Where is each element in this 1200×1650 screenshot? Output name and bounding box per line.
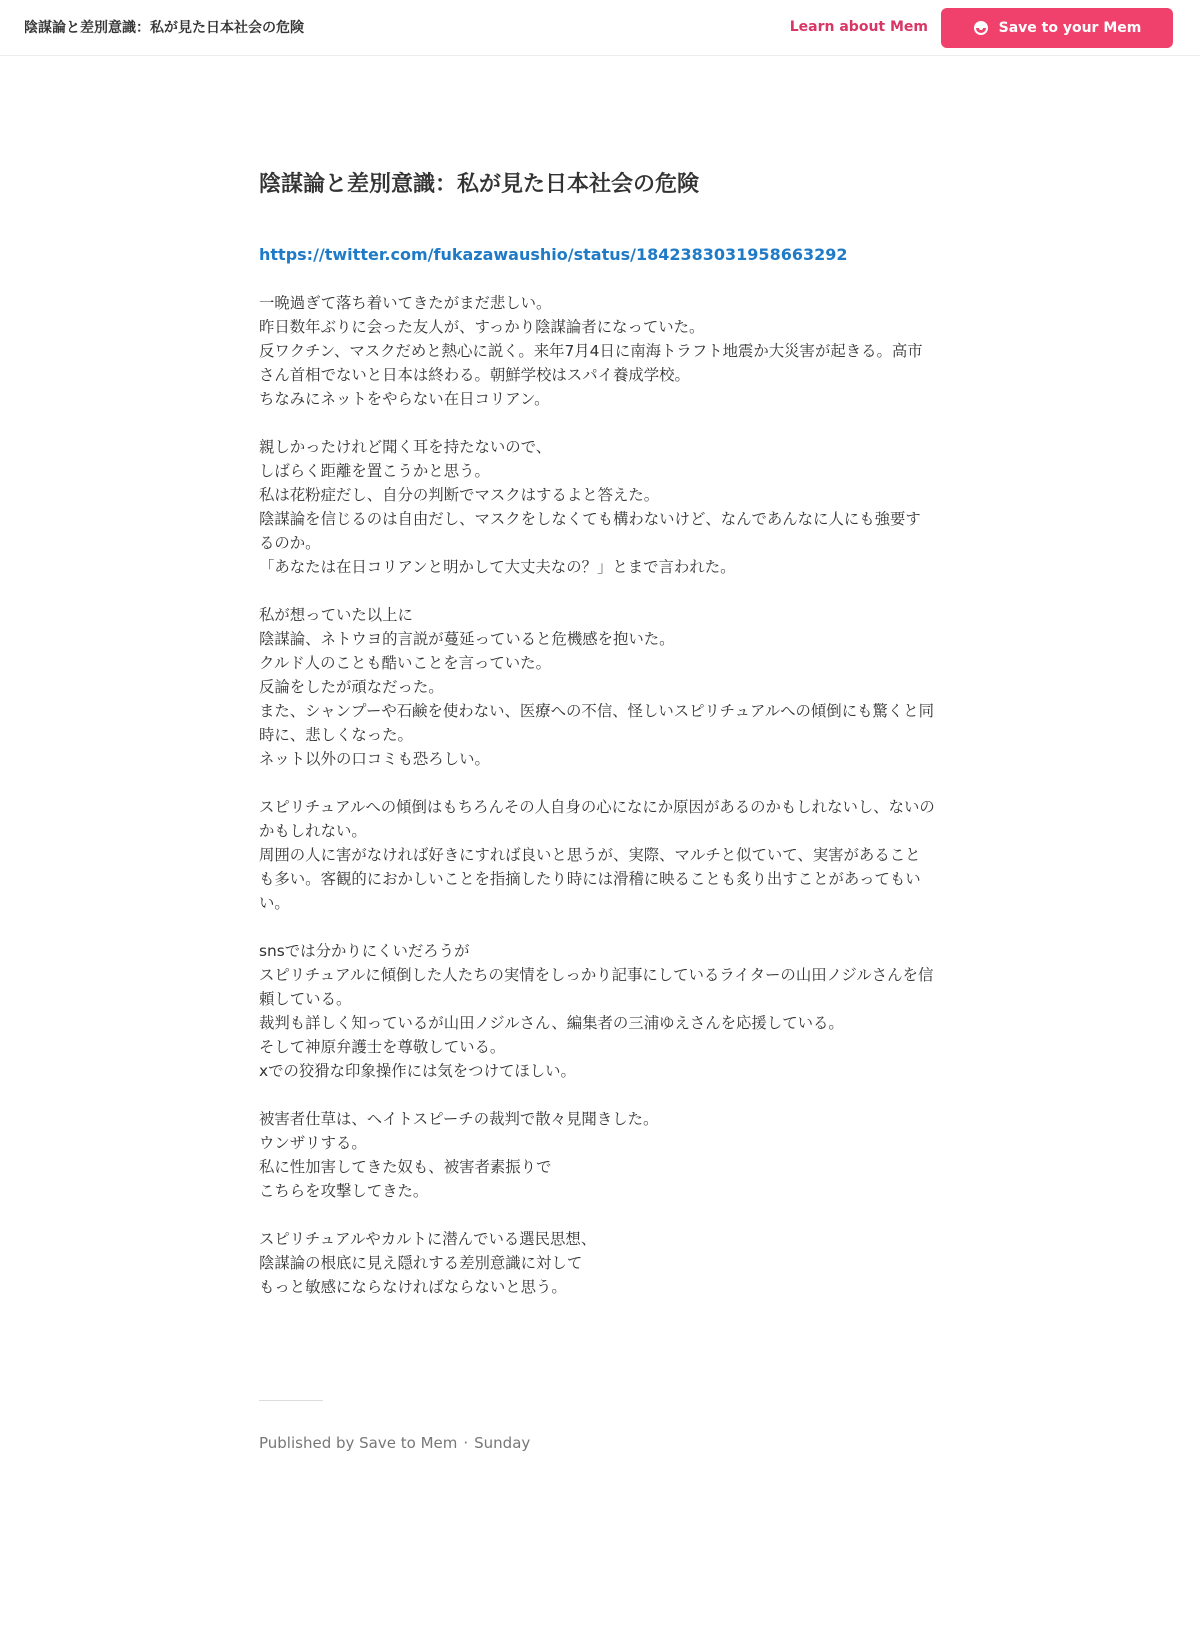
publish-info	[259, 1434, 530, 1452]
text-line: 一晩過ぎて落ち着いてきたがまだ悲しい。	[259, 293, 552, 312]
text-line: 「あなたは在日コリアンと明かして大丈夫なの？」とまで言われた。	[259, 557, 736, 576]
separator-dot: ·	[463, 1434, 469, 1452]
article-body	[259, 291, 935, 1299]
text-line: こちらを攻撃してきた。	[259, 1181, 429, 1200]
article-title: 陰謀論と差別意識：私が見た日本社会の危険	[259, 172, 700, 197]
header-title: 陰謀論と差別意識：私が見た日本社会の危険	[24, 20, 304, 36]
save-to-mem-button[interactable]	[941, 8, 1173, 48]
text-line: ちなみにネットをやらない在日コリアン。	[259, 389, 550, 408]
text-line: 周囲の人に害がなければ好きにすれば良いと思うが、実際、マルチと似ていて、実害があることも多い。客観的におかしいことを指摘したり時には滑稽に映ることも炙り出すことがあってもいい。	[259, 845, 921, 912]
text-line: snsでは分かりにくいだろうが	[259, 941, 470, 960]
article	[259, 170, 935, 1299]
paragraph	[259, 939, 935, 1083]
text-line: また、シャンプーや石鹸を使わない、医療への不信、怪しいスピリチュアルへの傾倒にも驚くと同時に、悲しくなった。	[259, 701, 935, 744]
publish-date: Sunday	[474, 1434, 531, 1452]
text-line: そして神原弁護士を尊敬している。	[259, 1037, 506, 1056]
text-line: 裁判も詳しく知っているが山田ノジルさん、編集者の三浦ゆえさんを応援している。	[259, 1013, 844, 1032]
published-by: Published by Save to Mem	[259, 1434, 458, 1452]
text-line: スピリチュアルへの傾倒はもちろんその人自身の心になにか原因があるのかもしれないし、ないのかもしれない。	[259, 797, 935, 840]
text-line: 私に性加害してきた奴も、被害者素振りで	[259, 1157, 552, 1176]
paragraph	[259, 435, 935, 579]
text-line: ネット以外の口コミも恐ろしい。	[259, 749, 490, 768]
text-line: ウンザリする。	[259, 1133, 367, 1152]
text-line: スピリチュアルやカルトに潜んでいる選民思想、	[259, 1229, 597, 1248]
save-button-label: Save to your Mem	[998, 20, 1142, 36]
text-line: xでの狡猾な印象操作には気をつけてほしい。	[259, 1061, 576, 1080]
text-line: しばらく距離を置こうかと思う。	[259, 461, 490, 480]
top-bar	[0, 0, 1200, 56]
tweet-link[interactable]: https://twitter.com/fukazawaushio/status/1842383031958663292	[259, 244, 848, 264]
text-line: もっと敏感にならなければならないと思う。	[259, 1277, 567, 1296]
text-line: 親しかったけれど聞く耳を持たないので、	[259, 437, 552, 456]
text-line: スピリチュアルに傾倒した人たちの実情をしっかり記事にしているライターの山田ノジルさんを信頼している。	[259, 965, 934, 1008]
paragraph	[259, 795, 935, 915]
text-line: 陰謀論の根底に見え隠れする差別意識に対して	[259, 1253, 583, 1272]
text-line: 陰謀論を信じるのは自由だし、マスクをしなくても構わないけど、なんであんなに人にも強要するのか。	[259, 509, 921, 552]
learn-about-mem-link[interactable]: Learn about Mem	[789, 19, 928, 35]
text-line: 昨日数年ぶりに会った友人が、すっかり陰謀論者になっていた。	[259, 317, 705, 336]
paragraph	[259, 603, 935, 771]
mem-logo-icon	[973, 20, 989, 36]
text-line: 反論をしたが頑なだった。	[259, 677, 444, 696]
text-line: 私は花粉症だし、自分の判断でマスクはするよと答えた。	[259, 485, 660, 504]
text-line: 私が想っていた以上に	[259, 605, 413, 624]
footer-divider	[259, 1400, 323, 1401]
paragraph	[259, 291, 935, 411]
text-line: 反ワクチン、マスクだめと熱心に説く。来年7月4日に南海トラフト地震か大災害が起きる。高市さん首相でないと日本は終わる。朝鮮学校はスパイ養成学校。	[259, 341, 923, 384]
paragraph	[259, 1107, 935, 1203]
text-line: 陰謀論、ネトウヨ的言説が蔓延っていると危機感を抱いた。	[259, 629, 675, 648]
text-line: 被害者仕草は、ヘイトスピーチの裁判で散々見聞きした。	[259, 1109, 659, 1128]
paragraph	[259, 1227, 935, 1299]
text-line: クルド人のことも酷いことを言っていた。	[259, 653, 551, 672]
